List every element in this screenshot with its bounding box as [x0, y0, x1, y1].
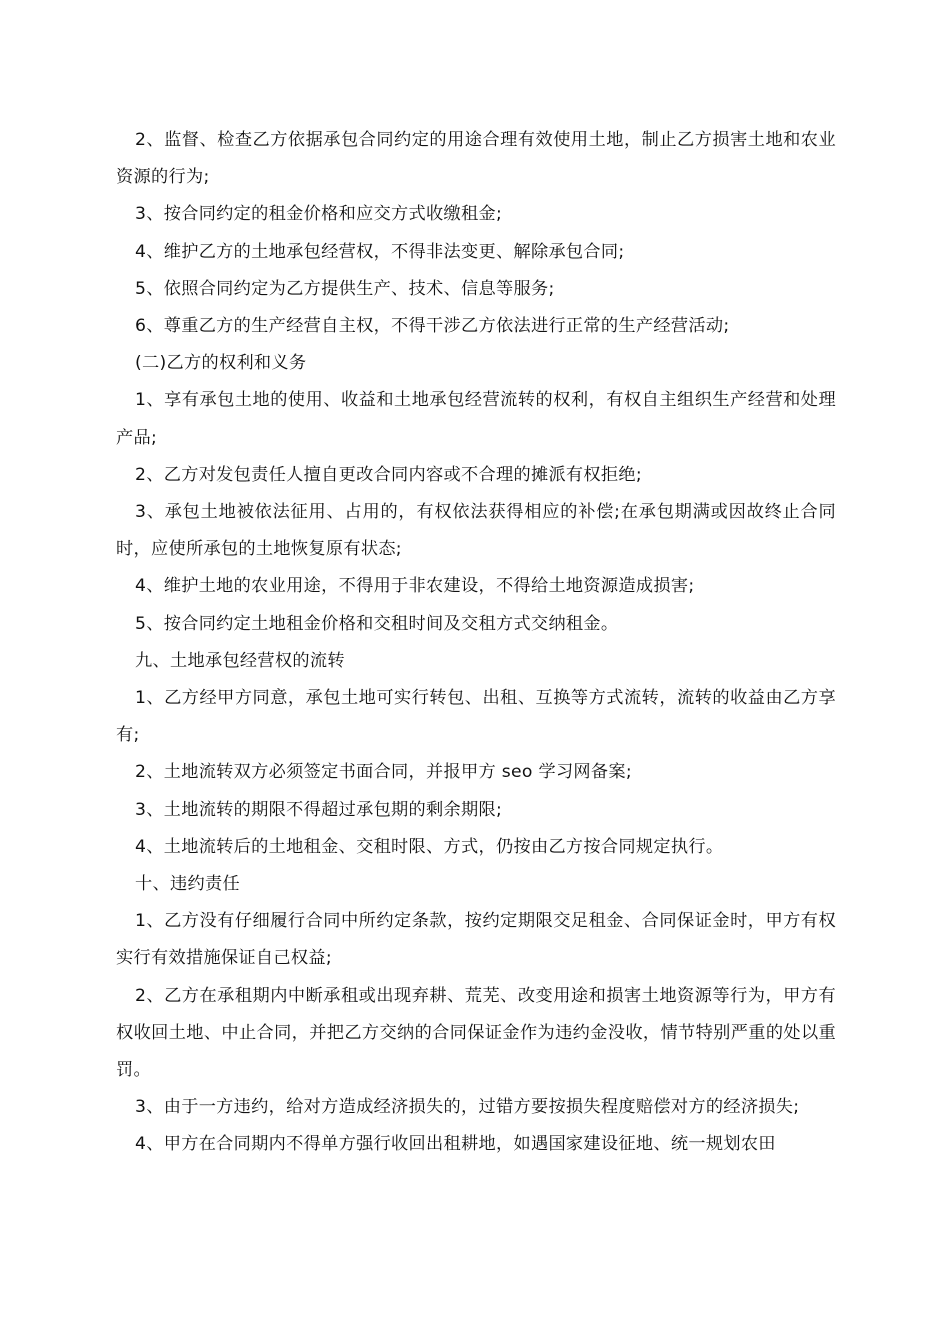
clause-paragraph: 4、维护土地的农业用途，不得用于非农建设，不得给土地资源造成损害; [135, 576, 695, 597]
clause-paragraph: 1、乙方经甲方同意，承包土地可实行转包、出租、互换等方式流转，流转的收益由乙方享有; [116, 688, 836, 746]
section-heading: (二)乙方的权利和义务 [135, 353, 307, 374]
clause-paragraph: 1、乙方没有仔细履行合同中所约定条款，按约定期限交足租金、合同保证金时，甲方有权实行有效措施保证自己权益; [116, 911, 836, 969]
clause-paragraph: 2、土地流转双方必须签定书面合同，并报甲方 seo 学习网备案; [135, 762, 632, 783]
clause-paragraph: 3、由于一方违约，给对方造成经济损失的，过错方要按损失程度赔偿对方的经济损失; [135, 1097, 800, 1118]
clause-paragraph: 4、土地流转后的土地租金、交租时限、方式，仍按由乙方按合同规定执行。 [135, 836, 724, 857]
section-heading: 九、土地承包经营权的流转 [135, 650, 345, 671]
clause-paragraph: 6、尊重乙方的生产经营自主权，不得干涉乙方依法进行正常的生产经营活动; [135, 316, 730, 337]
clause-paragraph: 1、享有承包土地的使用、收益和土地承包经营流转的权利，有权自主组织生产经营和处理产品; [116, 390, 836, 448]
section-heading: 十、违约责任 [135, 874, 240, 895]
clause-paragraph: 2、乙方对发包责任人擅自更改合同内容或不合理的摊派有权拒绝; [135, 464, 642, 485]
clause-paragraph: 3、承包土地被依法征用、占用的，有权依法获得相应的补偿;在承包期满或因故终止合同时，应使所承包的土地恢复原有状态; [116, 502, 836, 560]
clause-paragraph: 3、土地流转的期限不得超过承包期的剩余期限; [135, 799, 503, 820]
clause-paragraph: 3、按合同约定的租金价格和应交方式收缴租金; [135, 204, 503, 225]
clause-paragraph: 5、按合同约定土地租金价格和交租时间及交租方式交纳租金。 [135, 613, 619, 634]
document-body [116, 122, 836, 1164]
clause-paragraph: 2、监督、检查乙方依据承包合同约定的用途合理有效使用土地，制止乙方损害土地和农业资源的行为; [116, 130, 836, 188]
clause-paragraph: 4、维护乙方的土地承包经营权，不得非法变更、解除承包合同; [135, 241, 625, 262]
clause-paragraph: 4、甲方在合同期内不得单方强行收回出租耕地，如遇国家建设征地、统一规划农田 [135, 1134, 776, 1155]
clause-paragraph: 2、乙方在承租期内中断承租或出现弃耕、荒芜、改变用途和损害土地资源等行为，甲方有权收回土地、中止合同，并把乙方交纳的合同保证金作为违约金没收，情节特别严重的处以重罚。 [116, 985, 836, 1081]
clause-paragraph: 5、依照合同约定为乙方提供生产、技术、信息等服务; [135, 278, 555, 299]
